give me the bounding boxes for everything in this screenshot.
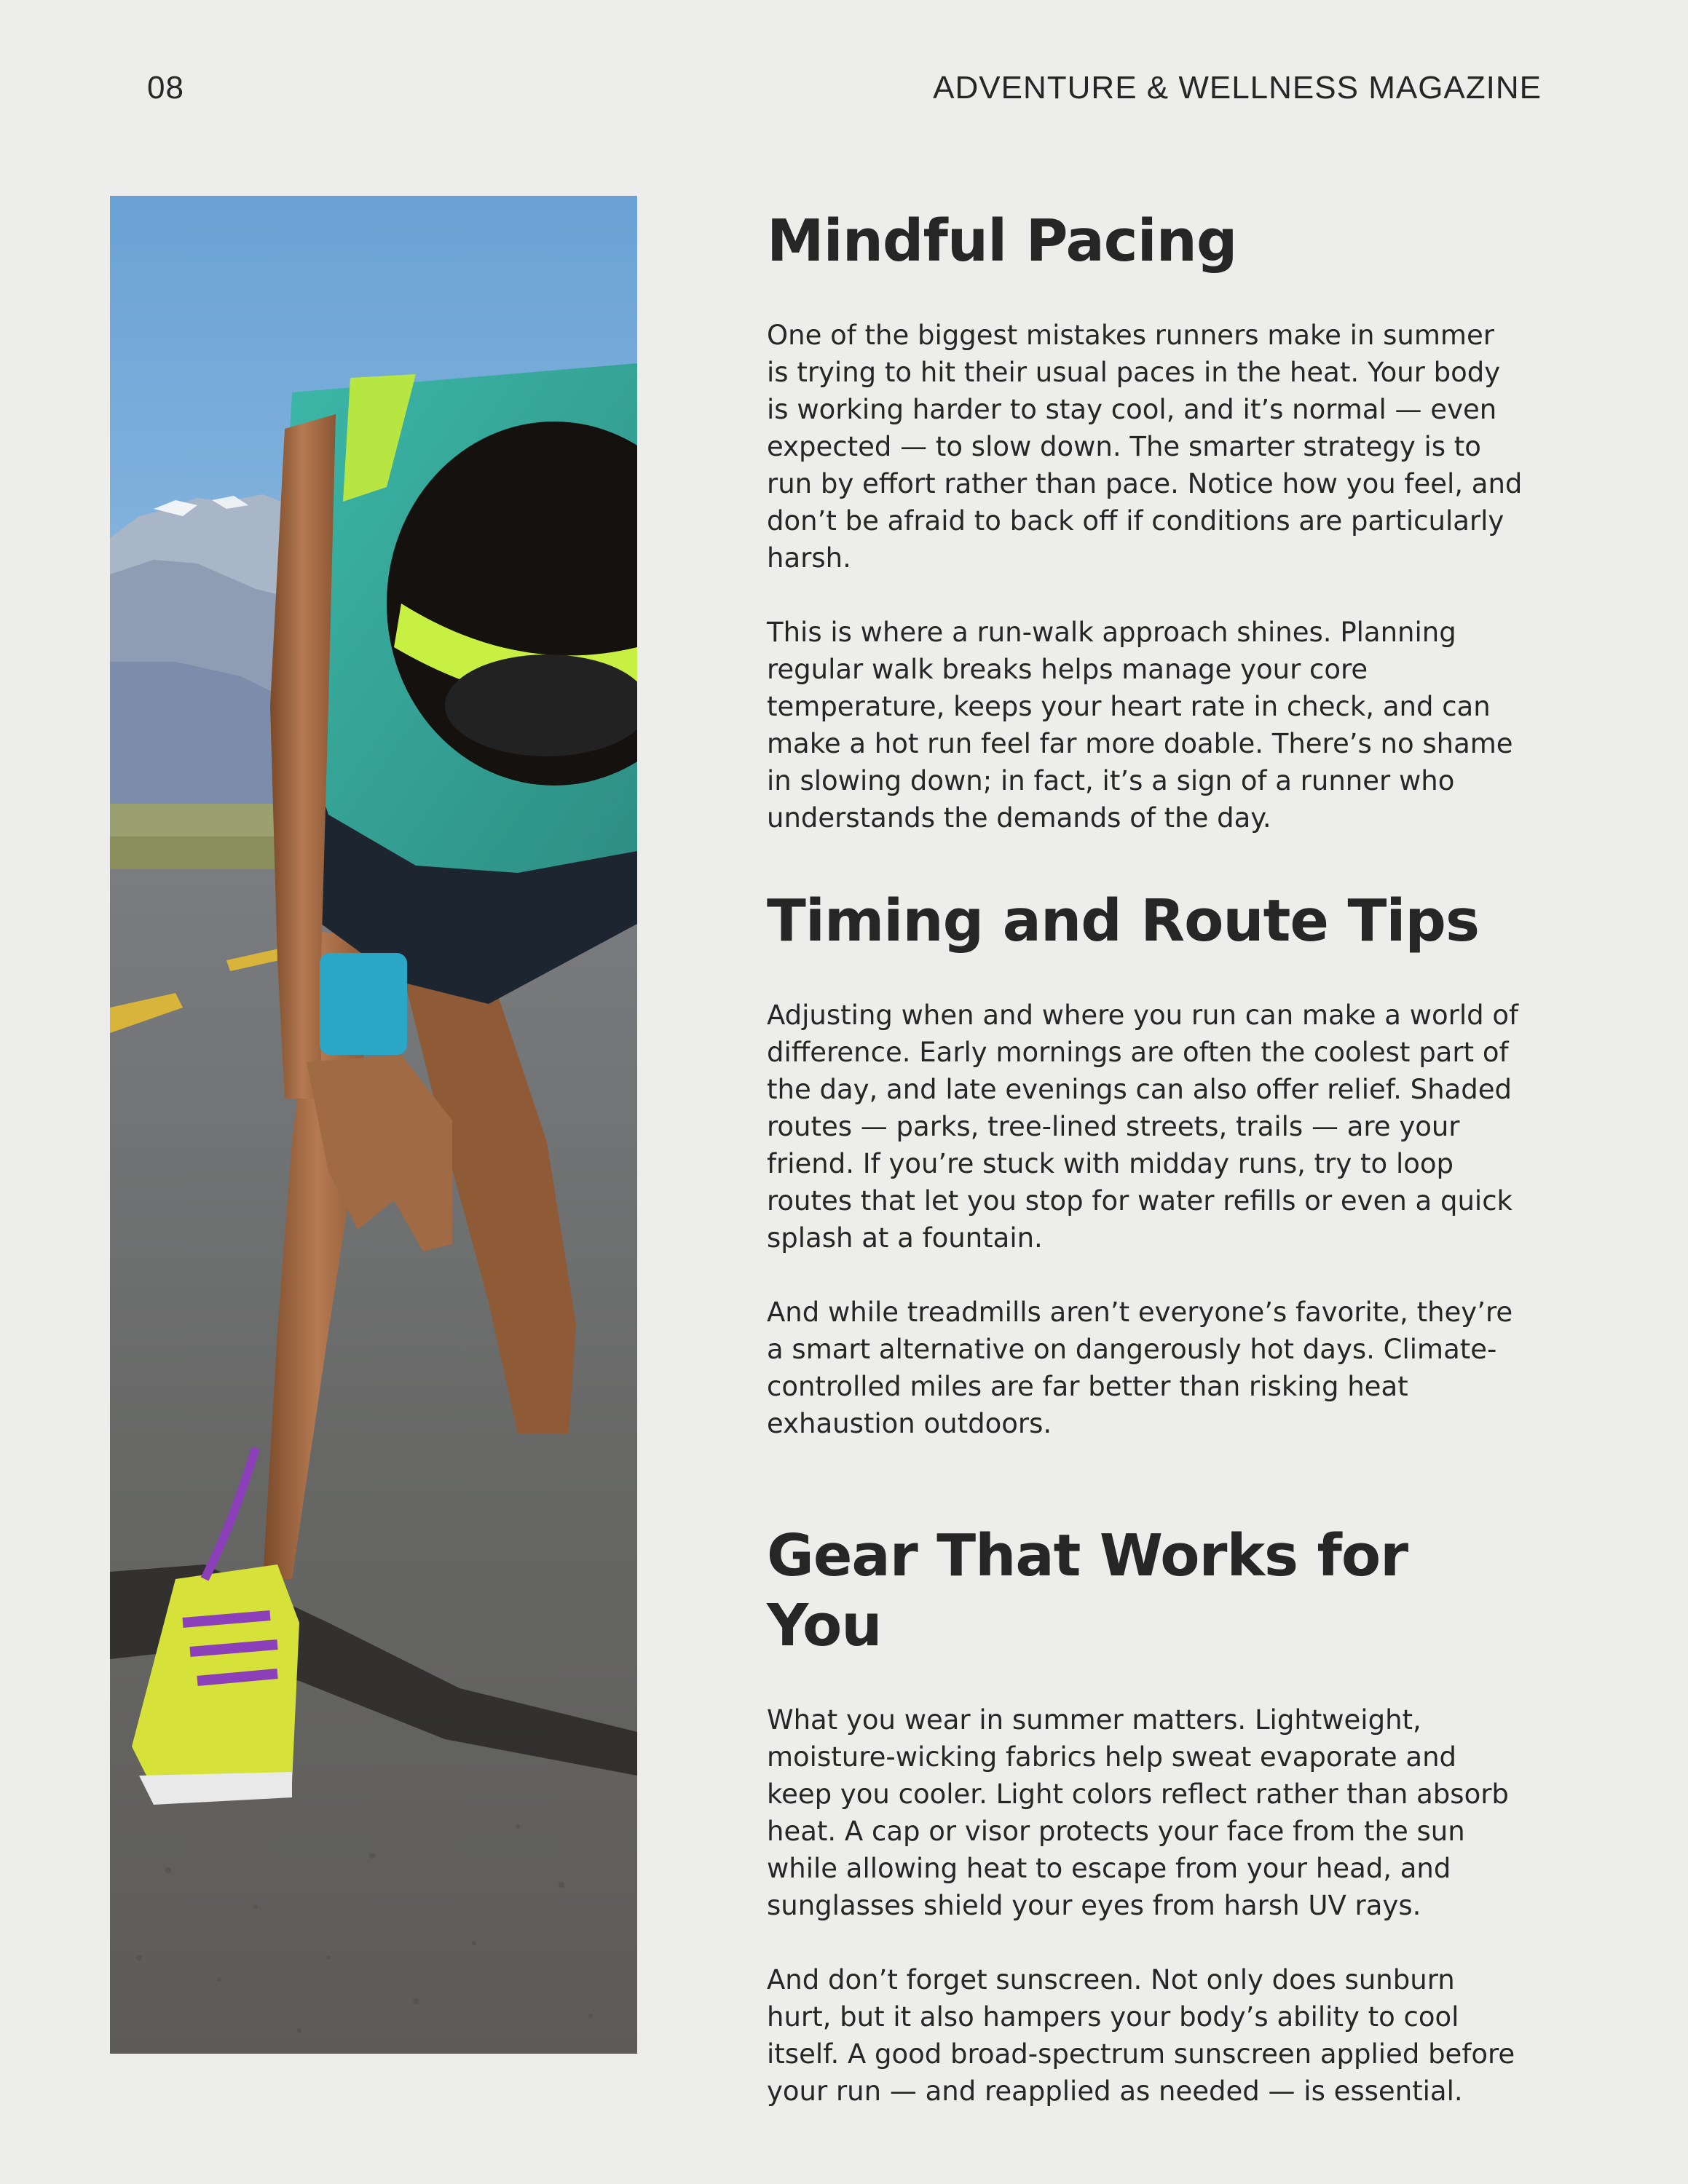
paragraph: And while treadmills aren’t everyone’s favorite, they’re a smart alternative on dangerously hot days. Climate-controlled miles are far better than risking heat exhaustion outdoors. <box>767 1297 1513 1439</box>
section-heading-mindful-pacing: Mindful Pacing <box>767 207 1237 274</box>
paragraph: Adjusting when and where you run can make a world of difference. Early mornings are often the coolest part of the day, and late evenings can also offer relief. Shaded routes — parks, tree-lined streets, trails — are your friend. If you’re stuck with midday runs, try to loop routes that let you stop for water refills or even a quick splash at a fountain. <box>767 1000 1519 1254</box>
section-heading-gear: Gear That Works for You <box>767 1522 1408 1659</box>
paragraph: What you wear in summer matters. Lightweight, moisture-wicking fabrics help sweat evaporate and keep you cooler. Light colors reflect rather than absorb heat. A cap or visor protects your face from the sun while allowing heat to escape from your head, and sunglasses shield your eyes from harsh UV rays. <box>767 1704 1509 1921</box>
paragraph: And don’t forget sunscreen. Not only does sunburn hurt, but it also hampers your body’s ability to cool itself. A good broad-spectrum sunscreen applied before your run — and reapplied as needed — is essential. <box>767 1964 1515 2107</box>
article-content <box>767 206 1524 2110</box>
page-number: 08 <box>147 70 184 106</box>
paragraph: This is where a run-walk approach shines. Planning regular walk breaks helps manage your core temperature, keeps your heart rate in check, and can make a hot run feel far more doable. There’s no shame in slowing down; in fact, it’s a sign of a runner who understands the demands of the day. <box>767 617 1513 834</box>
paragraph: One of the biggest mistakes runners make in summer is trying to hit their usual paces in the heat. Your body is working harder to stay cool, and it’s normal — even expected — to slow down. The smarter strategy is to run by effort rather than pace. Notice how you feel, and don’t be afraid to back off if conditions are particularly harsh. <box>767 320 1523 574</box>
runner-resting-photo <box>110 196 637 2054</box>
runner-photo-illustration <box>110 196 637 2054</box>
magazine-title: ADVENTURE & WELLNESS MAGAZINE <box>933 70 1542 106</box>
section-heading-timing-route: Timing and Route Tips <box>767 887 1479 954</box>
